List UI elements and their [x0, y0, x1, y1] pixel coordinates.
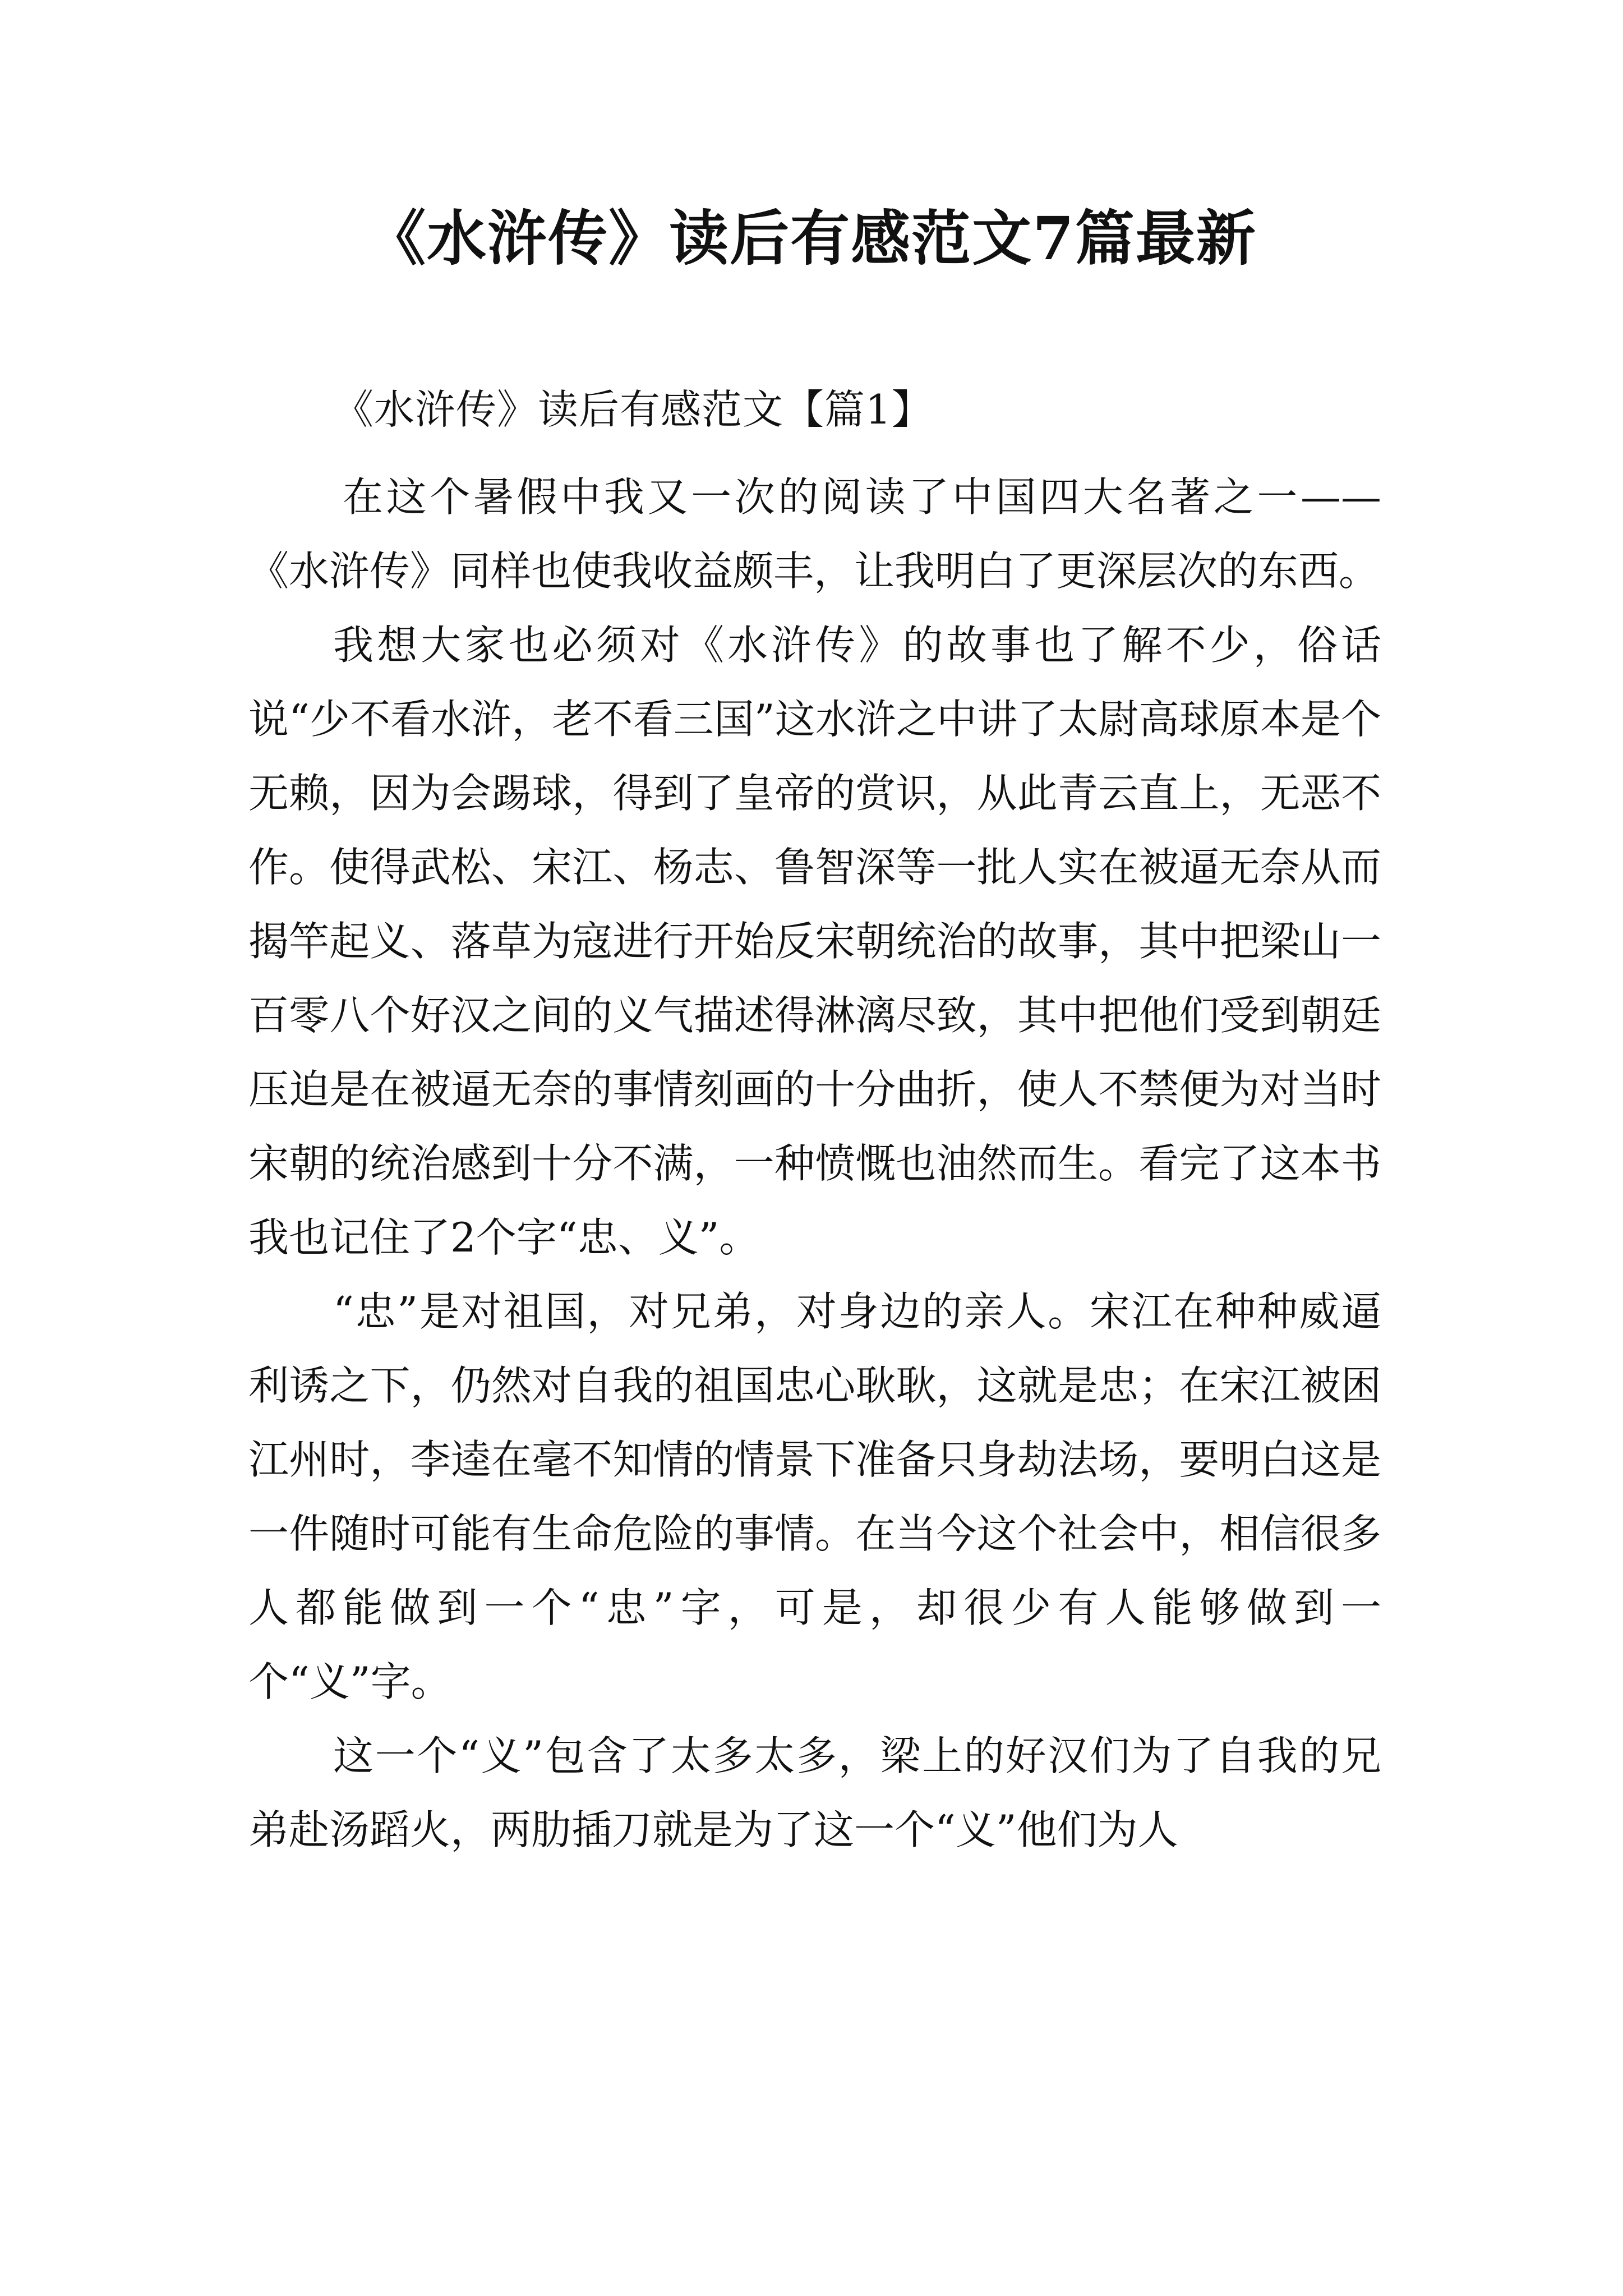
- paragraph-4: 这一个“义”包含了太多太多，梁上的好汉们为了自我的兄弟赴汤蹈火，两肋插刀就是为了这一个“义”他们为人: [248, 1732, 1381, 1853]
- paragraph-3: “忠”是对祖国，对兄弟，对身边的亲人。宋江在种种威逼利诱之下，仍然对自我的祖国忠心耿耿，这就是忠；在宋江被困江州时，李逵在毫不知情的情景下准备只身劫法场，要明白这是一件随时可能有生命危险的事情。在当今这个社会中，相信很多人都能做到一个“忠”字，可是，却很少有人能够做到一个“义”字。: [248, 1288, 1381, 1705]
- section-heading: 《水浒传》读后有感范文【篇1】: [333, 386, 933, 433]
- paragraph-2: 我想大家也必须对《水浒传》的故事也了解不少，俗话说“少不看水浒，老不看三国”这水浒之中讲了太尉高球原本是个无赖，因为会踢球，得到了皇帝的赏识，从此青云直上，无恶不作。使得武松、宋江、杨志、鲁智深等一批人实在被逼无奈从而揭竿起义、落草为寇进行开始反宋朝统治的故事，其中把梁山一百零八个好汉之间的义气描述得淋漓尽致，其中把他们受到朝廷压迫是在被逼无奈的事情刻画的十分曲折，使人不禁便为对当时宋朝的统治感到十分不满，一种愤慨也油然而生。看完了这本书我也记住了2个字“忠、义”。: [248, 622, 1381, 1261]
- document-body: [248, 460, 1381, 1867]
- paragraph-1: 在这个暑假中我又一次的阅读了中国四大名著之一——《水浒传》同样也使我收益颇丰，让我明白了更深层次的东西。: [248, 473, 1381, 595]
- document-title: 《水浒传》读后有感范文7篇最新: [366, 203, 1257, 273]
